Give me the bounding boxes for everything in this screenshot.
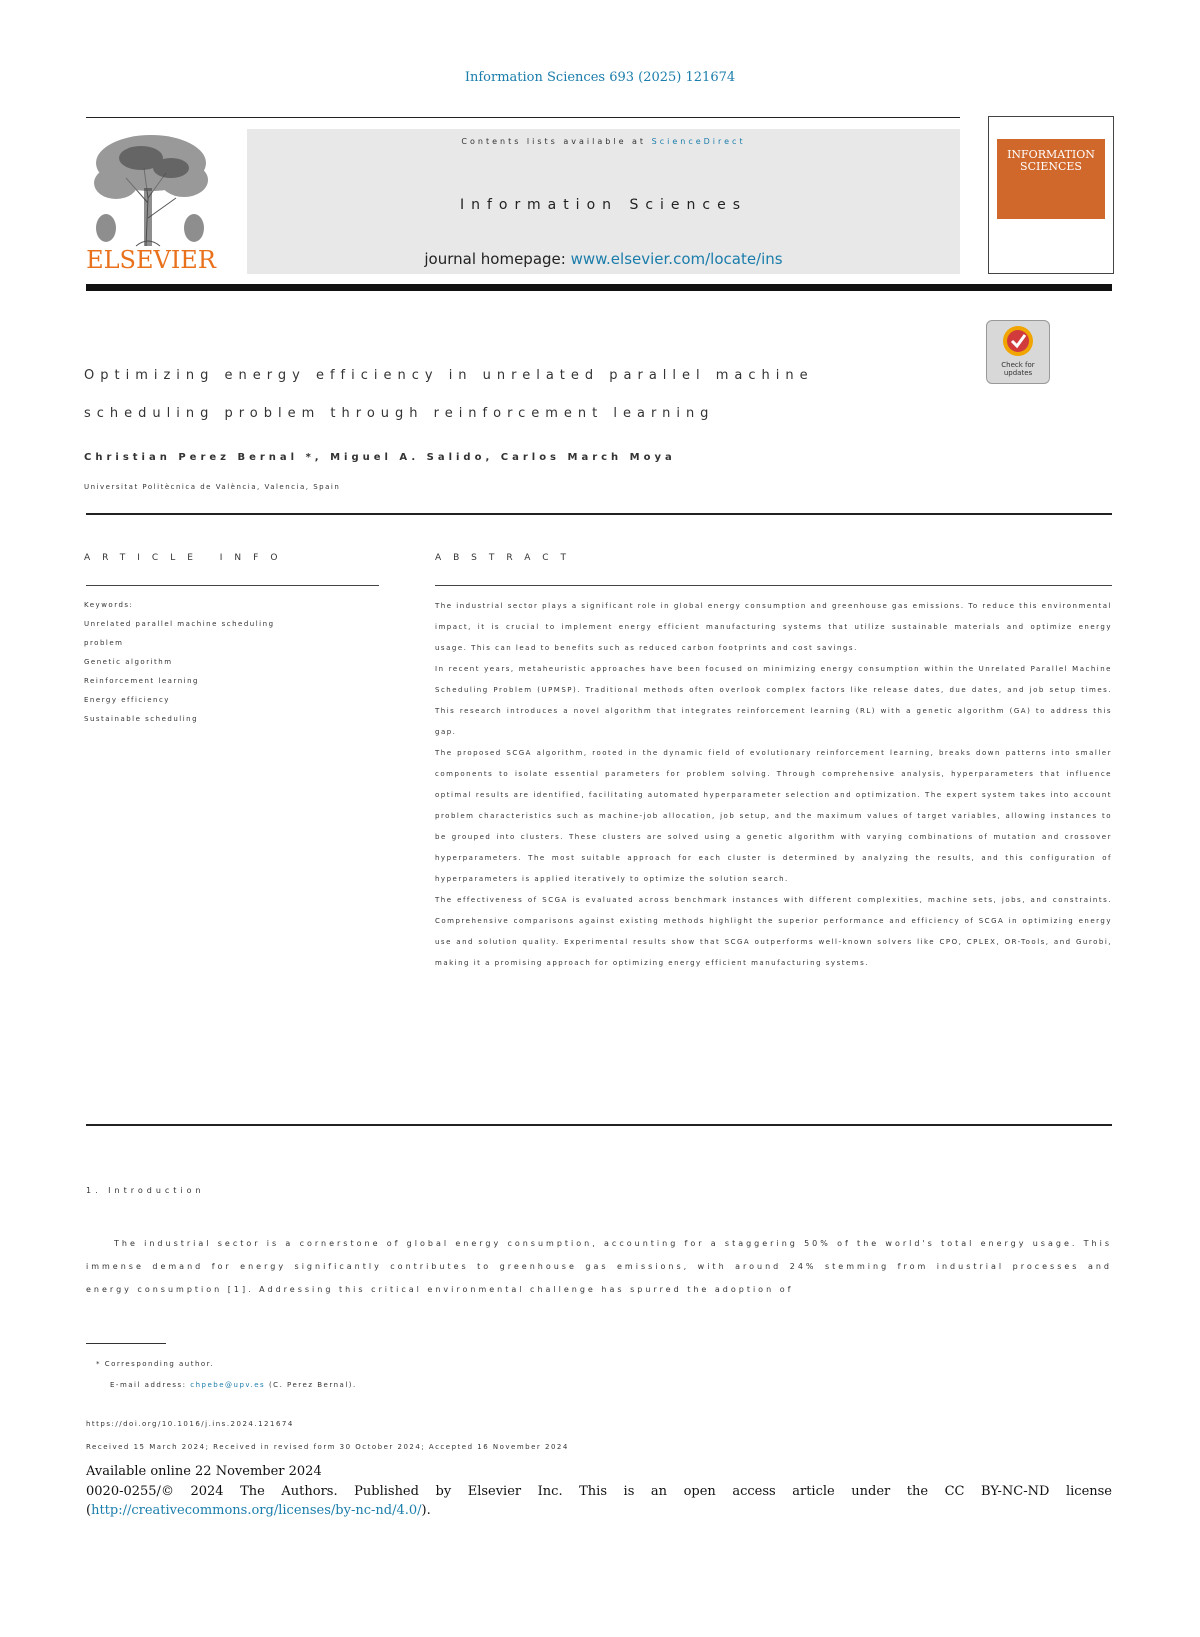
journal-homepage: [247, 250, 960, 268]
homepage-label: journal homepage:: [424, 250, 566, 268]
author-list[interactable]: Christian Perez Bernal *, Miguel A. Salido, Carlos March Moya: [84, 452, 676, 463]
footnote-email: [110, 1381, 357, 1389]
introduction-paragraph: The industrial sector is a cornerstone of global energy consumption, accounting for a staggering 50% of the world's total energy usage. This immense demand for energy significantly contributes to greenhouse gas emissions, with around 24% stemming from industrial processes and energy consumption [1]. Addressing this critical environmental challenge has spurred the adoption of: [86, 1239, 1112, 1294]
doi-link[interactable]: https://doi.org/10.1016/j.ins.2024.121674: [86, 1420, 294, 1428]
homepage-link[interactable]: www.elsevier.com/locate/ins: [570, 250, 783, 268]
keyword-item: Sustainable scheduling: [84, 715, 199, 723]
abstract-paragraph: The effectiveness of SCGA is evaluated across benchmark instances with different complexities, machine sets, jobs, and constraints. Comprehensive comparisons against existing methods highlight the superior performance and efficiency of SCGA in optimizing energy use and solution quality. Experimental results show that SCGA outperforms well-known solvers like CPO, CPLEX, OR-Tools, and Gurobi, making it a promising approach for optimizing energy efficient manufacturing systems.: [435, 896, 1112, 967]
keyword-item: Genetic algorithm: [84, 658, 173, 666]
journal-name: Information Sciences: [459, 197, 748, 213]
keywords-block: [84, 596, 377, 729]
email-suffix: (C. Perez Bernal).: [268, 1381, 357, 1389]
top-divider: [86, 117, 960, 118]
check-for-updates-badge[interactable]: [986, 320, 1050, 384]
article-title-line-1: Optimizing energy efficiency in unrelated parallel machine: [84, 368, 814, 383]
available-online: Available online 22 November 2024: [86, 1464, 322, 1479]
journal-cover[interactable]: [988, 116, 1114, 274]
keyword-item: Reinforcement learning: [84, 677, 199, 685]
license-statement: 0020-0255/© 2024 The Authors. Published by Elsevier Inc. This is an open access article under the CC BY-NC-ND license (http://creativecommons.org/licenses/by-nc-nd/4.0/).: [86, 1484, 1112, 1518]
affiliation: Universitat Politècnica de València, Valencia, Spain: [84, 483, 341, 491]
check-updates-icon: [987, 321, 1049, 361]
abstract-paragraph: The proposed SCGA algorithm, rooted in the dynamic field of evolutionary reinforcement learning, breaks down patterns into smaller components to isolate essential parameters for problem solving. Through comprehensive analysis, hyperparameters that influence optimal results are identified, facilitating automated hyperparameter selection and optimization. The expert system takes into account problem characteristics such as machine-job allocation, job setup, and the maximum values of target variables, allowing instances to be grouped into clusters. These clusters are solved using a genetic algorithm with varying combinations of mutation and crossover hyperparameters. The most suitable approach for each cluster is determined by analyzing the results, and this configuration of hyperparameters is applied iteratively to optimize the solution search.: [435, 749, 1112, 883]
abstract-heading: ABSTRACT: [435, 553, 579, 563]
abstract-divider: [86, 1124, 1112, 1126]
elsevier-tree-icon: [86, 128, 216, 248]
elsevier-wordmark: ELSEVIER: [86, 246, 216, 274]
cover-title: INFORMATION SCIENCES: [1007, 148, 1095, 173]
article-title-line-2: scheduling problem through reinforcement learning: [84, 406, 715, 421]
email-link[interactable]: chpebe@upv.es: [190, 1381, 266, 1389]
license-text: 0020-0255/© 2024 The Authors. Published by Elsevier Inc. This is an open access article under the CC BY-NC-ND license: [86, 1484, 1112, 1499]
license-link[interactable]: http://creativecommons.org/licenses/by-nc-nd/4.0/: [91, 1503, 422, 1518]
contents-line: [247, 137, 960, 146]
introduction-body: [86, 1232, 1112, 1301]
check-for-updates-label: Check for updates: [1001, 361, 1035, 377]
sciencedirect-link[interactable]: ScienceDirect: [651, 137, 746, 146]
header-divider: [86, 284, 1112, 291]
abstract-body: [435, 596, 1112, 974]
abstract-paragraph: The industrial sector plays a significant role in global energy consumption and greenhouse gas emissions. To reduce this environmental impact, it is crucial to implement energy efficient manufacturing systems that utilize sustainable materials and optimize energy usage. This can lead to benefits such as reduced carbon footprints and cost savings.: [435, 602, 1112, 652]
keyword-item: problem: [84, 639, 124, 647]
article-info-rule: [86, 585, 379, 586]
keywords-label: Keywords:: [84, 601, 134, 609]
cover-band: [997, 139, 1105, 219]
article-info-heading: ARTICLE INFO: [84, 553, 290, 563]
abstract-paragraph: In recent years, metaheuristic approaches have been focused on minimizing energy consumption within the Unrelated Parallel Machine Scheduling Problem (UPMSP). Traditional methods often overlook complex factors like release dates, due dates, and job setup times. This research introduces a novel algorithm that integrates reinforcement learning (RL) with a genetic algorithm (GA) to address this gap.: [435, 665, 1112, 736]
journal-masthead: [247, 129, 960, 274]
contents-prefix: Contents lists available at: [461, 137, 647, 146]
front-matter-divider: [86, 513, 1112, 515]
elsevier-logo: [86, 128, 216, 274]
journal-citation[interactable]: Information Sciences 693 (2025) 121674: [464, 70, 736, 85]
keyword-item: Unrelated parallel machine scheduling: [84, 620, 275, 628]
footnote-corresponding: * Corresponding author.: [96, 1360, 215, 1368]
keyword-item: Energy efficiency: [84, 696, 170, 704]
received-dates: Received 15 March 2024; Received in revised form 30 October 2024; Accepted 16 November 2024: [86, 1443, 569, 1451]
section-heading-introduction: 1. Introduction: [86, 1186, 205, 1195]
abstract-rule: [435, 585, 1112, 586]
footnote-rule: [86, 1343, 166, 1344]
email-label: E-mail address:: [110, 1381, 187, 1389]
